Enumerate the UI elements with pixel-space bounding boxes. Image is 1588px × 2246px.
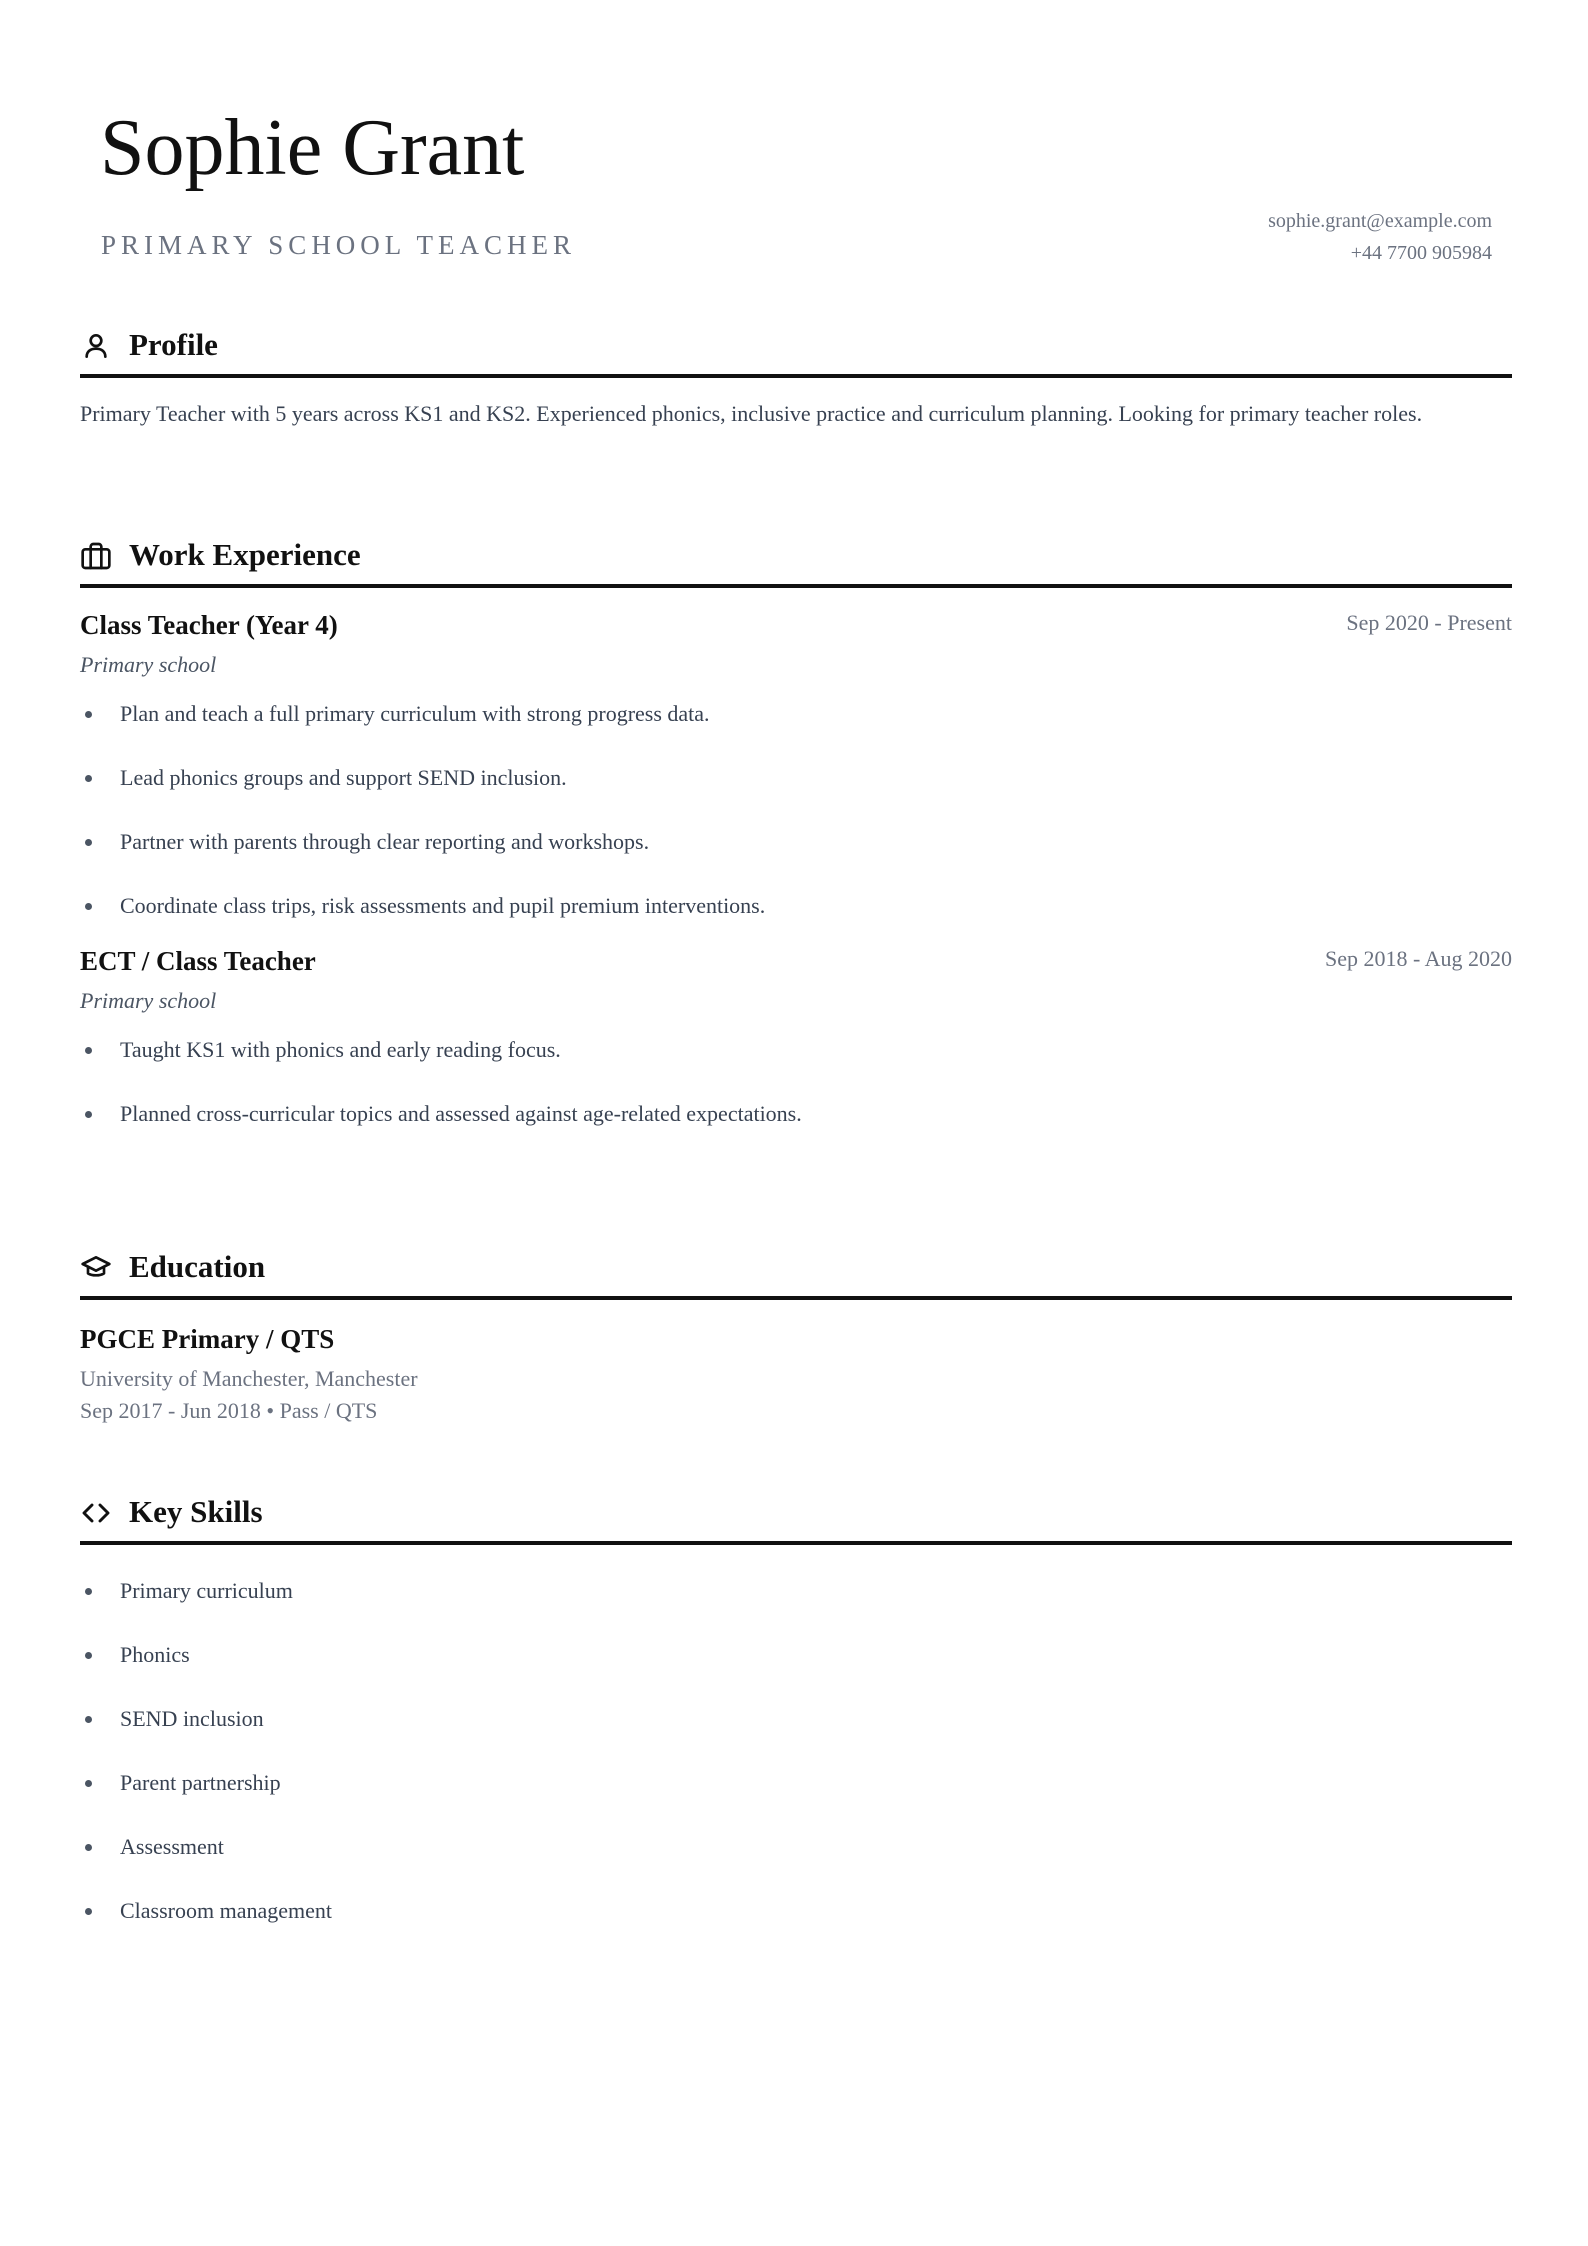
list-item	[80, 698, 1512, 730]
list-item	[80, 1703, 1512, 1735]
list-item	[80, 1575, 1512, 1607]
bullet-text: Lead phonics groups and support SEND inclusion.	[120, 765, 567, 790]
experience-heading: Work Experience	[129, 537, 361, 572]
education-heading: Education	[129, 1249, 266, 1284]
profile-section	[80, 322, 1512, 434]
list-item	[80, 890, 1512, 922]
list-item	[80, 1098, 1512, 1130]
briefcase-icon	[80, 540, 112, 572]
job-header	[80, 934, 1512, 980]
skill-text: SEND inclusion	[120, 1706, 264, 1731]
profile-summary: Primary Teacher with 5 years across KS1 and KS2. Experienced phonics, inclusive practice and curriculum planning. Looking for primary teacher roles.	[80, 401, 1423, 426]
bullet-text: Planned cross-curricular topics and assessed against age-related expectations.	[120, 1101, 802, 1126]
bullet-dot	[85, 839, 92, 846]
experience-section	[80, 532, 1512, 1162]
list-item	[80, 1767, 1512, 1799]
candidate-title: PRIMARY SCHOOL TEACHER	[101, 230, 577, 260]
section-heading	[80, 1489, 1512, 1545]
bullet-dot	[85, 1588, 92, 1595]
skill-text: Parent partnership	[120, 1770, 281, 1795]
bullet-dot	[85, 1652, 92, 1659]
list-item	[80, 1831, 1512, 1863]
education-institution: University of Manchester, Manchester	[80, 1366, 418, 1391]
skills-section	[80, 1489, 1512, 1959]
job-entry	[80, 598, 1512, 922]
job-header	[80, 598, 1512, 644]
bullet-text: Coordinate class trips, risk assessments and pupil premium interventions.	[120, 893, 766, 918]
education-degree: PGCE Primary / QTS	[80, 1324, 335, 1354]
skills-heading: Key Skills	[129, 1494, 263, 1529]
bullet-dot	[85, 1844, 92, 1851]
contact-phone[interactable]: +44 7700 905984	[1350, 242, 1492, 264]
list-item	[80, 1895, 1512, 1927]
list-item	[80, 826, 1512, 858]
job-bullets	[80, 698, 1512, 922]
skill-text: Phonics	[120, 1642, 190, 1667]
bullet-dot	[85, 711, 92, 718]
job-organisation: Primary school	[80, 652, 217, 677]
bullet-text: Plan and teach a full primary curriculum with strong progress data.	[120, 701, 710, 726]
job-role: ECT / Class Teacher	[80, 946, 316, 976]
profile-heading: Profile	[129, 327, 218, 362]
bullet-dot	[85, 1908, 92, 1915]
skill-text: Classroom management	[120, 1898, 333, 1923]
bullet-dot	[85, 1716, 92, 1723]
job-role: Class Teacher (Year 4)	[80, 610, 338, 640]
bullet-dot	[85, 775, 92, 782]
section-heading	[80, 1244, 1512, 1300]
candidate-name: Sophie Grant	[100, 104, 525, 192]
section-heading	[80, 532, 1512, 588]
resume-header	[80, 0, 1512, 300]
job-bullets	[80, 1034, 1512, 1130]
resume-page	[80, 0, 1512, 1923]
list-item	[80, 1034, 1512, 1066]
list-item	[80, 762, 1512, 794]
education-details: Sep 2017 - Jun 2018 • Pass / QTS	[80, 1398, 378, 1423]
contact-block	[1268, 205, 1492, 269]
skill-text: Primary curriculum	[120, 1578, 293, 1603]
code-icon	[80, 1497, 112, 1529]
list-item	[80, 1639, 1512, 1671]
bullet-dot	[85, 903, 92, 910]
bullet-text: Partner with parents through clear reporting and workshops.	[120, 829, 650, 854]
user-icon	[80, 330, 112, 362]
bullet-dot	[85, 1047, 92, 1054]
contact-email[interactable]: sophie.grant@example.com	[1268, 210, 1492, 232]
skill-text: Assessment	[120, 1834, 224, 1859]
job-dates: Sep 2018 - Aug 2020	[1325, 946, 1512, 971]
job-dates: Sep 2020 - Present	[1346, 610, 1512, 635]
bullet-dot	[85, 1111, 92, 1118]
education-section	[80, 1244, 1512, 1427]
section-heading	[80, 322, 1512, 378]
job-entry	[80, 934, 1512, 1130]
job-organisation: Primary school	[80, 988, 217, 1013]
bullet-text: Taught KS1 with phonics and early reading focus.	[120, 1037, 561, 1062]
graduation-cap-icon	[80, 1252, 112, 1284]
bullet-dot	[85, 1780, 92, 1787]
skills-list	[80, 1575, 1512, 1927]
